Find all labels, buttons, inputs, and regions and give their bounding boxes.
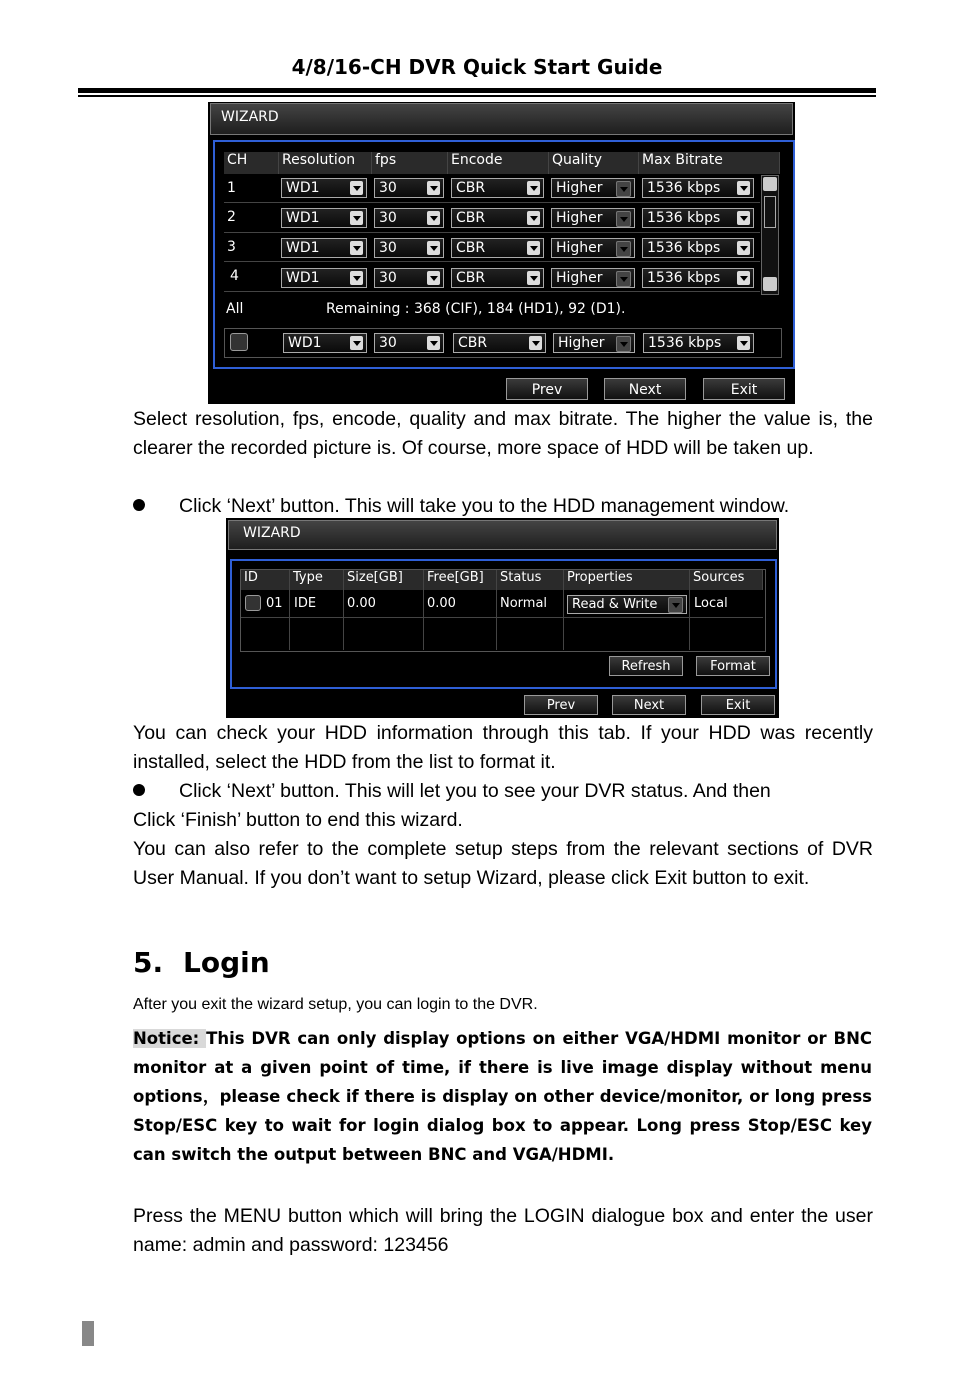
chevron-down-icon bbox=[527, 241, 540, 255]
notice-text: This DVR can only display options on either VGA/HDMI monitor or BNC monitor at a given point of time, if there is live image display without menu options，please check if there is display on other device/monitor, or long press Stop/ESC key to wait for login dialog box to appear. Long press Stop/ESC key can switch the output between BNC and VGA/HDMI. bbox=[133, 1029, 872, 1164]
bullet-icon bbox=[133, 784, 145, 796]
fps-select[interactable]: 30 bbox=[374, 178, 444, 198]
chevron-down-icon bbox=[737, 211, 750, 225]
section-title: Login bbox=[183, 946, 270, 979]
refresh-button[interactable]: Refresh bbox=[609, 656, 683, 676]
col-header-fps: fps bbox=[372, 152, 448, 174]
chevron-down-icon bbox=[427, 211, 440, 225]
all-label: All bbox=[226, 301, 244, 317]
col-divider bbox=[563, 590, 564, 650]
notice-label: Notice: bbox=[133, 1029, 207, 1048]
section-heading bbox=[133, 946, 270, 979]
header-rule-thin bbox=[78, 95, 876, 97]
all-bitrate-select[interactable]: 1536 kbps bbox=[643, 333, 754, 353]
all-resolution-select[interactable]: WD1 bbox=[283, 333, 367, 353]
table-row-ch: 2 bbox=[227, 209, 236, 225]
hdd-id: 01 bbox=[266, 596, 283, 611]
paragraph-user-manual: You can also refer to the complete setup steps from the relevant sections of DVR User Manual. If you don’t want to setup Wizard, please click Exit button to exit. bbox=[133, 838, 873, 889]
exit-button[interactable]: Exit bbox=[701, 695, 775, 715]
col-header-quality: Quality bbox=[549, 152, 639, 174]
remaining-text: Remaining : 368 (CIF), 184 (HD1), 92 (D1). bbox=[326, 301, 626, 317]
chevron-down-icon bbox=[427, 241, 440, 255]
col-header-type: Type bbox=[290, 570, 344, 590]
resolution-select[interactable]: WD1 bbox=[281, 208, 367, 228]
chevron-down-icon bbox=[527, 181, 540, 195]
col-divider bbox=[496, 590, 497, 650]
col-header-encode: Encode bbox=[448, 152, 549, 174]
bitrate-select[interactable]: 1536 kbps bbox=[642, 178, 754, 198]
wizard-title-bar bbox=[228, 520, 777, 550]
wizard-title: WIZARD bbox=[243, 525, 301, 541]
format-button[interactable]: Format bbox=[696, 656, 770, 676]
scroll-thumb[interactable] bbox=[764, 196, 776, 228]
hdd-select-checkbox[interactable] bbox=[245, 595, 261, 611]
chevron-down-icon bbox=[616, 181, 631, 197]
chevron-down-icon bbox=[427, 271, 440, 285]
row-divider bbox=[224, 261, 760, 262]
hdd-free: 0.00 bbox=[427, 596, 456, 611]
scroll-up-icon[interactable] bbox=[763, 177, 777, 191]
wizard-encode-screenshot bbox=[208, 102, 795, 404]
hdd-status: Normal bbox=[500, 596, 548, 611]
row-divider bbox=[241, 617, 763, 618]
quality-select[interactable]: Higher bbox=[551, 178, 635, 198]
col-header-ch: CH bbox=[224, 152, 279, 174]
bitrate-select[interactable]: 1536 kbps bbox=[642, 268, 754, 288]
col-divider bbox=[343, 590, 344, 650]
paragraph-after-wizard: After you exit the wizard setup, you can login to the DVR. bbox=[133, 996, 538, 1013]
col-header-free: Free[GB] bbox=[424, 570, 497, 590]
chevron-down-icon bbox=[737, 241, 750, 255]
resolution-select[interactable]: WD1 bbox=[281, 268, 367, 288]
col-divider bbox=[689, 590, 690, 650]
chevron-down-icon bbox=[616, 211, 631, 227]
bullet-next-hdd: Click ‘Next’ button. This will take you to the HDD management window. bbox=[133, 492, 789, 521]
col-header-max-bitrate: Max Bitrate bbox=[639, 152, 780, 174]
chevron-down-icon bbox=[737, 271, 750, 285]
bullet-icon bbox=[133, 499, 145, 511]
chevron-down-icon bbox=[350, 336, 363, 350]
hdd-size: 0.00 bbox=[347, 596, 376, 611]
properties-select[interactable]: Read & Write bbox=[567, 595, 687, 614]
page-header: 4/8/16-CH DVR Quick Start Guide bbox=[291, 55, 663, 79]
all-quality-select[interactable]: Higher bbox=[553, 333, 635, 353]
col-header-id: ID bbox=[241, 570, 290, 590]
next-button[interactable]: Next bbox=[612, 695, 686, 715]
table-scrollbar[interactable] bbox=[761, 175, 779, 295]
scroll-down-icon[interactable] bbox=[763, 277, 777, 291]
header-rule-thick bbox=[78, 88, 876, 93]
encode-select[interactable]: CBR bbox=[451, 208, 544, 228]
bullet-next-status-continued: Click ‘Finish’ button to end this wizard. bbox=[133, 809, 463, 831]
encode-select[interactable]: CBR bbox=[451, 178, 544, 198]
col-header-sources: Sources bbox=[690, 570, 763, 590]
chevron-down-icon bbox=[427, 336, 440, 350]
encode-select[interactable]: CBR bbox=[451, 238, 544, 258]
select-all-checkbox[interactable] bbox=[230, 333, 248, 351]
row-divider bbox=[224, 202, 760, 203]
col-header-size: Size[GB] bbox=[344, 570, 424, 590]
chevron-down-icon bbox=[737, 181, 750, 195]
chevron-down-icon bbox=[529, 336, 542, 350]
chevron-down-icon bbox=[616, 336, 631, 352]
quality-select[interactable]: Higher bbox=[551, 208, 635, 228]
chevron-down-icon bbox=[737, 336, 750, 350]
row-divider bbox=[224, 291, 760, 292]
quality-select[interactable]: Higher bbox=[551, 238, 635, 258]
prev-button[interactable]: Prev bbox=[524, 695, 598, 715]
fps-select[interactable]: 30 bbox=[374, 208, 444, 228]
chevron-down-icon bbox=[616, 271, 631, 287]
bitrate-select[interactable]: 1536 kbps bbox=[642, 208, 754, 228]
wizard-hdd-screenshot bbox=[226, 518, 779, 718]
notice-block bbox=[133, 1024, 872, 1169]
chevron-down-icon bbox=[350, 181, 363, 195]
chevron-down-icon bbox=[427, 181, 440, 195]
col-divider bbox=[289, 590, 290, 650]
bullet-next-status: Click ‘Next’ button. This will let you to see your DVR status. And then bbox=[133, 777, 771, 806]
paragraph-hdd-info: You can check your HDD information through this tab. If your HDD was recently installed, select the HDD from the list to format it. bbox=[133, 722, 873, 773]
col-header-properties: Properties bbox=[564, 570, 690, 590]
chevron-down-icon bbox=[350, 241, 363, 255]
chevron-down-icon bbox=[350, 271, 363, 285]
table-row-ch: 1 bbox=[227, 180, 236, 196]
resolution-select[interactable]: WD1 bbox=[281, 178, 367, 198]
chevron-down-icon bbox=[527, 271, 540, 285]
wizard-title-bar bbox=[210, 103, 793, 135]
exit-button[interactable]: Exit bbox=[703, 378, 785, 400]
col-divider bbox=[423, 590, 424, 650]
chevron-down-icon bbox=[616, 241, 631, 257]
chevron-down-icon bbox=[350, 211, 363, 225]
col-header-status: Status bbox=[497, 570, 564, 590]
table-row-ch: 4 bbox=[230, 268, 239, 284]
page-footer-mark bbox=[82, 1321, 94, 1346]
col-header-resolution: Resolution bbox=[279, 152, 372, 174]
paragraph-encode-settings: Select resolution, fps, encode, quality and max bitrate. The higher the value is, the clearer the recorded picture is. Of course, more space of HDD will be taken up. bbox=[133, 408, 873, 459]
encode-select[interactable]: CBR bbox=[451, 268, 544, 288]
prev-button[interactable]: Prev bbox=[506, 378, 588, 400]
fps-select[interactable]: 30 bbox=[374, 268, 444, 288]
chevron-down-icon bbox=[527, 211, 540, 225]
quality-select[interactable]: Higher bbox=[551, 268, 635, 288]
hdd-type: IDE bbox=[294, 596, 317, 611]
paragraph-login-instructions: Press the MENU button which will bring the LOGIN dialogue box and enter the user name: admin and password: 123456 bbox=[133, 1205, 873, 1256]
resolution-select[interactable]: WD1 bbox=[281, 238, 367, 258]
all-encode-select[interactable]: CBR bbox=[453, 333, 546, 353]
all-fps-select[interactable]: 30 bbox=[374, 333, 444, 353]
bitrate-select[interactable]: 1536 kbps bbox=[642, 238, 754, 258]
fps-select[interactable]: 30 bbox=[374, 238, 444, 258]
hdd-sources: Local bbox=[694, 596, 728, 611]
next-button[interactable]: Next bbox=[604, 378, 686, 400]
table-row-ch: 3 bbox=[227, 239, 236, 255]
chevron-down-icon bbox=[668, 597, 683, 613]
row-divider bbox=[224, 232, 760, 233]
wizard-title: WIZARD bbox=[221, 109, 279, 125]
section-number: 5. bbox=[133, 946, 164, 979]
